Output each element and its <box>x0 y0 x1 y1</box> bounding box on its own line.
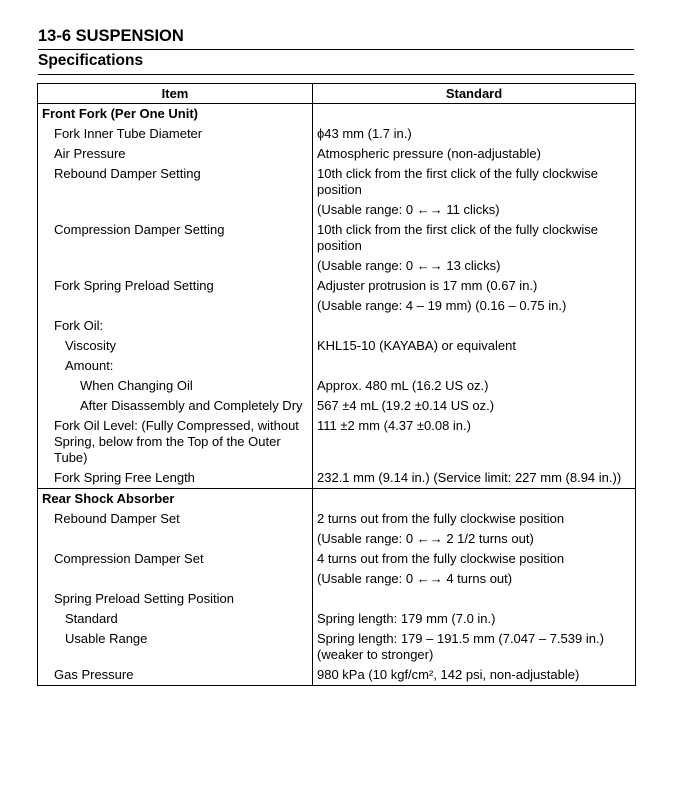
table-row <box>38 336 636 356</box>
section-title: Specifications <box>38 51 634 75</box>
standard-value: ϕ43 mm (1.7 in.) <box>313 124 636 144</box>
value-text: 10th click from the first click of the fully clockwise position <box>317 166 599 197</box>
usable-range-text: (Usable range: 4 – 19 mm) (0.16 – 0.75 in.) <box>317 298 567 313</box>
item-label: Fork Spring Free Length <box>38 468 313 489</box>
table-row <box>38 396 636 416</box>
table-row <box>38 416 636 468</box>
standard-value: KHL15-10 (KAYABA) or equivalent <box>313 336 636 356</box>
item-label: Amount: <box>38 356 313 376</box>
standard-value <box>313 509 636 549</box>
column-header-standard: Standard <box>313 84 636 104</box>
item-label: Compression Damper Set <box>38 549 313 589</box>
item-label: Compression Damper Setting <box>38 220 313 276</box>
table-row <box>38 665 636 686</box>
table-row <box>38 144 636 164</box>
specifications-table <box>37 83 636 686</box>
usable-range-text: (Usable range: 0 ←→ 11 clicks) <box>317 202 500 217</box>
value-text: Adjuster protrusion is 17 mm (0.67 in.) <box>317 278 538 293</box>
standard-value <box>313 276 636 316</box>
item-label: Fork Spring Preload Setting <box>38 276 313 316</box>
standard-value: Approx. 480 mL (16.2 US oz.) <box>313 376 636 396</box>
item-label: Standard <box>38 609 313 629</box>
table-row <box>38 316 636 336</box>
item-label: Air Pressure <box>38 144 313 164</box>
item-label: After Disassembly and Completely Dry <box>38 396 313 416</box>
standard-value: 567 ±4 mL (19.2 ±0.14 US oz.) <box>313 396 636 416</box>
table-row <box>38 589 636 609</box>
item-label: Fork Inner Tube Diameter <box>38 124 313 144</box>
table-row <box>38 220 636 276</box>
standard-value: Spring length: 179 mm (7.0 in.) <box>313 609 636 629</box>
item-label: Viscosity <box>38 336 313 356</box>
category-label: Rear Shock Absorber <box>38 489 313 510</box>
value-text: 2 turns out from the fully clockwise position <box>317 511 565 526</box>
item-label: Spring Preload Setting Position <box>38 589 313 609</box>
column-header-item: Item <box>38 84 313 104</box>
table-header-row <box>38 84 636 104</box>
value-text: 4 turns out from the fully clockwise position <box>317 551 565 566</box>
item-label: Fork Oil: <box>38 316 313 336</box>
category-label: Front Fork (Per One Unit) <box>38 104 313 125</box>
standard-value: Atmospheric pressure (non-adjustable) <box>313 144 636 164</box>
category-row-front-fork <box>38 104 636 125</box>
standard-value: 980 kPa (10 kgf/cm², 142 psi, non-adjustable) <box>313 665 636 686</box>
standard-value <box>313 164 636 220</box>
table-row <box>38 164 636 220</box>
category-row-rear-shock <box>38 489 636 510</box>
table-row <box>38 509 636 549</box>
value-text: 10th click from the first click of the fully clockwise position <box>317 222 599 253</box>
item-label: Gas Pressure <box>38 665 313 686</box>
table-row <box>38 376 636 396</box>
usable-range-text: (Usable range: 0 ←→ 4 turns out) <box>317 571 513 586</box>
item-label: When Changing Oil <box>38 376 313 396</box>
standard-value: 232.1 mm (9.14 in.) (Service limit: 227 mm (8.94 in.)) <box>313 468 636 489</box>
item-label: Usable Range <box>38 629 313 665</box>
page-header: 13-6 SUSPENSION <box>38 26 634 50</box>
usable-range-text: (Usable range: 0 ←→ 2 1/2 turns out) <box>317 531 534 546</box>
standard-value <box>313 549 636 589</box>
table-row <box>38 609 636 629</box>
standard-value: Spring length: 179 – 191.5 mm (7.047 – 7.539 in.) (weaker to stronger) <box>313 629 636 665</box>
item-label: Rebound Damper Set <box>38 509 313 549</box>
table-row <box>38 356 636 376</box>
table-row <box>38 549 636 589</box>
table-row <box>38 629 636 665</box>
standard-value <box>313 220 636 276</box>
table-row <box>38 276 636 316</box>
item-label: Rebound Damper Setting <box>38 164 313 220</box>
usable-range-text: (Usable range: 0 ←→ 13 clicks) <box>317 258 501 273</box>
standard-value: 111 ±2 mm (4.37 ±0.08 in.) <box>313 416 636 468</box>
table-row <box>38 124 636 144</box>
table-row <box>38 468 636 489</box>
item-label: Fork Oil Level: (Fully Compressed, without Spring, below from the Top of the Outer Tube) <box>38 416 313 468</box>
